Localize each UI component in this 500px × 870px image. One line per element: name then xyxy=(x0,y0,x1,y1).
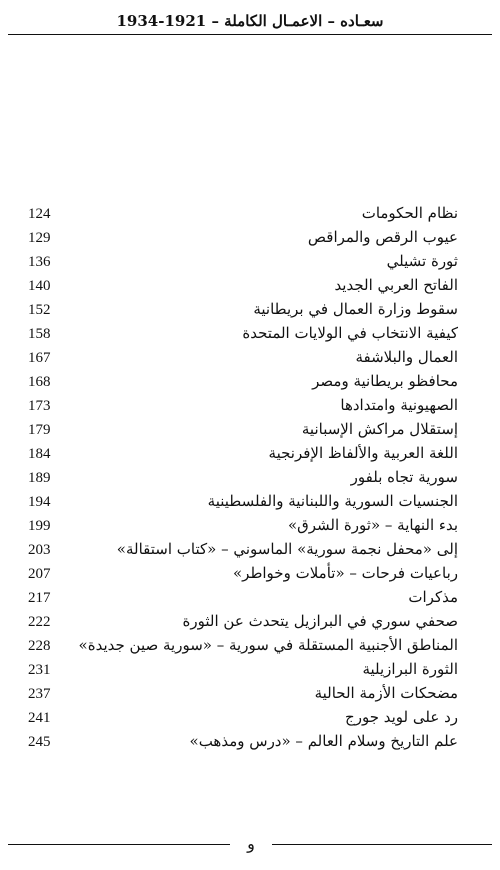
toc-entry-page-number: 203 xyxy=(28,542,51,558)
toc-entry-page-number: 241 xyxy=(28,710,51,726)
toc-entry xyxy=(28,634,458,658)
toc-entry-page-number: 152 xyxy=(28,302,51,318)
toc-entry-page-number: 231 xyxy=(28,662,51,678)
toc-entry-title: العمال والبلاشفة xyxy=(355,348,458,366)
toc-entry-title: اللغة العربية والألفاظ الإفرنجية xyxy=(268,444,458,462)
toc-entry xyxy=(28,202,458,226)
toc-entry-title: سورية تجاه بلفور xyxy=(350,468,458,486)
toc-entry-title: كيفية الانتخاب في الولايات المتحدة xyxy=(242,324,458,342)
toc-entry-page-number: 207 xyxy=(28,566,51,582)
toc-entry xyxy=(28,418,458,442)
toc-entry xyxy=(28,394,458,418)
running-header: سعـاده – الاعمـال الكاملة – 1921-1934 xyxy=(116,12,384,30)
toc-entry-title: الفاتح العربي الجديد xyxy=(334,276,458,294)
toc-entry xyxy=(28,370,458,394)
toc-entry-page-number: 173 xyxy=(28,398,51,414)
toc-entry-page-number: 194 xyxy=(28,494,51,510)
toc-entry xyxy=(28,610,458,634)
toc-entry-title: عيوب الرقص والمراقص xyxy=(307,228,458,246)
toc-entry-title: سقوط وزارة العمال في بريطانية xyxy=(253,300,458,318)
toc-entry xyxy=(28,562,458,586)
toc-entry-title: الجنسيات السورية واللبنانية والفلسطينية xyxy=(207,492,458,510)
toc-entry xyxy=(28,298,458,322)
toc-entry xyxy=(28,706,458,730)
toc-entry-page-number: 124 xyxy=(28,206,51,222)
toc-entry-title: محافظو بريطانية ومصر xyxy=(312,372,458,390)
toc-entry xyxy=(28,490,458,514)
toc-entry-title: الصهيونية وامتدادها xyxy=(340,396,458,414)
toc-entry xyxy=(28,682,458,706)
toc-entry xyxy=(28,466,458,490)
toc-entry-title: بدء النهاية – «ثورة الشرق» xyxy=(287,516,458,534)
toc-entry-page-number: 167 xyxy=(28,350,51,366)
table-of-contents xyxy=(28,202,458,754)
toc-entry xyxy=(28,538,458,562)
toc-entry xyxy=(28,658,458,682)
toc-entry-page-number: 199 xyxy=(28,518,51,534)
toc-entry-title: ثورة تشيلي xyxy=(386,252,458,270)
toc-entry xyxy=(28,586,458,610)
toc-entry xyxy=(28,250,458,274)
toc-entry-page-number: 158 xyxy=(28,326,51,342)
toc-entry-title: صحفي سوري في البرازيل يتحدث عن الثورة xyxy=(182,612,458,630)
toc-entry-page-number: 184 xyxy=(28,446,51,462)
toc-entry-title: مذكرات xyxy=(408,588,458,606)
toc-entry-title: الثورة البرازيلية xyxy=(362,660,458,678)
toc-entry-title: علم التاريخ وسلام العالم – «درس ومذهب» xyxy=(189,732,458,750)
toc-entry-page-number: 189 xyxy=(28,470,51,486)
toc-entry-page-number: 237 xyxy=(28,686,51,702)
toc-entry-page-number: 245 xyxy=(28,734,51,750)
toc-entry-page-number: 179 xyxy=(28,422,51,438)
toc-entry-title: إستقلال مراكش الإسبانية xyxy=(301,420,458,438)
footer-rule-right xyxy=(272,844,492,845)
toc-entry-title: نظام الحكومات xyxy=(361,204,458,222)
toc-entry-page-number: 129 xyxy=(28,230,51,246)
toc-entry xyxy=(28,346,458,370)
toc-entry xyxy=(28,274,458,298)
toc-entry-page-number: 168 xyxy=(28,374,51,390)
toc-entry xyxy=(28,226,458,250)
header-rule xyxy=(8,34,492,35)
toc-entry xyxy=(28,730,458,754)
toc-entry-page-number: 136 xyxy=(28,254,51,270)
toc-entry-title: إلى «محفل نجمة سورية» الماسوني – «كتاب استقالة» xyxy=(116,540,458,558)
toc-entry-page-number: 217 xyxy=(28,590,51,606)
toc-entry xyxy=(28,442,458,466)
page-folio: و xyxy=(247,834,255,853)
toc-entry-title: رد على لويد جورج xyxy=(345,708,458,726)
toc-entry xyxy=(28,514,458,538)
toc-entry-page-number: 228 xyxy=(28,638,51,654)
toc-entry-title: رباعيات فرحات – «تأملات وخواطر» xyxy=(233,564,458,582)
toc-entry-page-number: 140 xyxy=(28,278,51,294)
footer-rule-left xyxy=(8,844,230,845)
toc-entry-page-number: 222 xyxy=(28,614,51,630)
toc-entry-title: المناطق الأجنبية المستقلة في سورية – «سورية صين جديدة» xyxy=(78,636,458,654)
toc-entry xyxy=(28,322,458,346)
toc-entry-title: مضحكات الأزمة الحالية xyxy=(314,684,458,702)
